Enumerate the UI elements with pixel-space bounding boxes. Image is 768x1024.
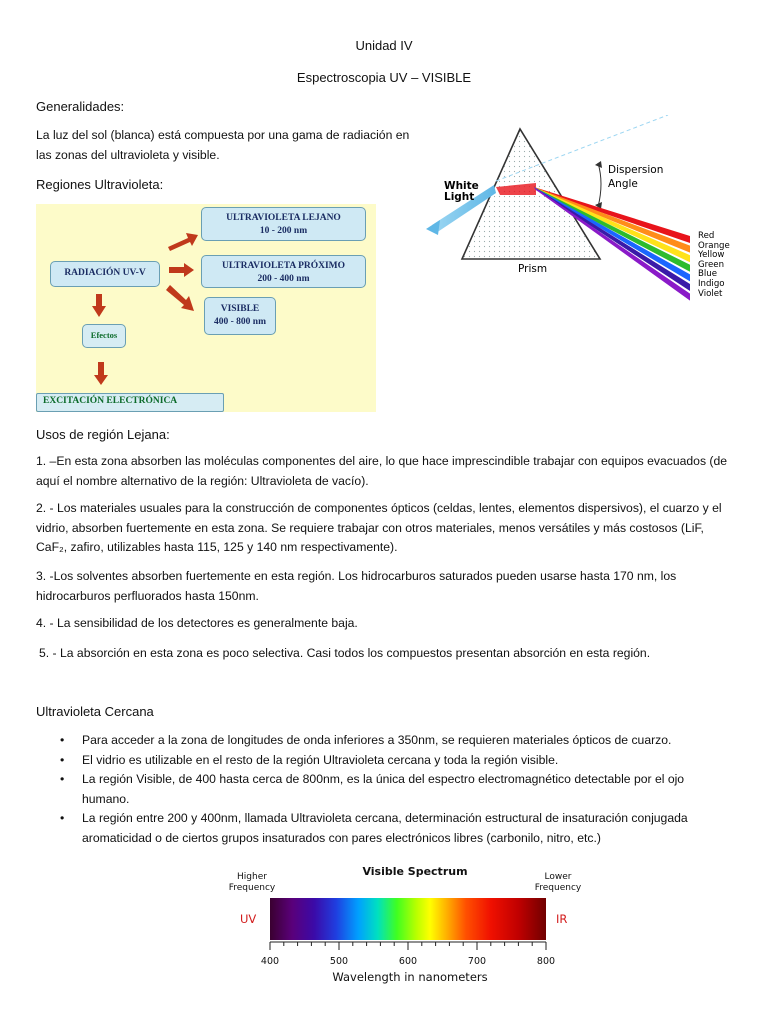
visible-label: VISIBLE [220, 304, 260, 314]
near-uv-label: ULTRAVIOLETA PRÓXIMO [221, 261, 346, 271]
tick-label: 500 [329, 956, 349, 967]
list-item: • La región Visible, de 400 hasta cerca de 800nm, es la única del espectro electromagnético detectable por el ojo humano. [36, 770, 726, 809]
regiones-heading: Regiones Ultravioleta: [36, 177, 164, 192]
visible-range: 400 - 800 nm [214, 317, 266, 327]
usos-heading: Usos de región Lejana: [36, 427, 170, 442]
list-item: • La región entre 200 y 400nm, llamada Ultravioleta cercana, determinación estructural de insaturación conjugada aromaticidad o de ciertos grupos insaturados con pares electrónicos libres (carbonilo, nitro, etc.) [36, 809, 726, 848]
list-item: • El vidrio es utilizable en el resto de la región Ultravioleta cercana y toda la región visible. [36, 751, 726, 771]
arrow-to-near-uv [169, 263, 194, 277]
arrow-down-2 [94, 362, 108, 385]
list-item: • Para acceder a la zona de longitudes de onda inferiores a 350nm, se requieren materiales ópticos de cuarzo. [36, 731, 726, 751]
arrow-to-far-uv [168, 233, 198, 251]
spectrum-color-labels [698, 232, 748, 299]
cercana-list [36, 731, 726, 848]
diagram-arrows [36, 204, 376, 412]
usos-item-3: 3. -Los solventes absorben fuertemente en esta región. Los hidrocarburos saturados pueden usarse hasta 170 nm, los hidrocarburos perfluorados hasta 150nm. [36, 569, 677, 603]
near-uv-range: 200 - 400 nm [257, 274, 310, 284]
color-label-blue: Blue [698, 269, 718, 280]
tick-label: 400 [260, 956, 280, 967]
usos-item-1: 1. –En esta zona absorben las moléculas componentes del aire, lo que hace imprescindible trabajar con equipos evacuados (de aquí el nombre alternativo de la región: Ultravioleta de vacío). [36, 454, 728, 488]
color-label-green: Green [698, 259, 725, 270]
usos-item-4: 4. - La sensibilidad de los detectores es generalmente baja. [36, 616, 358, 630]
spectrum-bar [270, 898, 546, 940]
efectos-box: Efectos [82, 324, 126, 348]
uv-label: UV [240, 912, 257, 926]
spectrum-title: Visible Spectrum [362, 865, 468, 878]
lower-frequency-label: Lower Frequency [534, 872, 582, 893]
generalidades-heading: Generalidades: [36, 99, 125, 114]
tick-label: 600 [398, 956, 418, 967]
page-title: Unidad IV [355, 38, 413, 53]
spectrum-xlabel: Wavelength in nanometers [332, 970, 488, 984]
usos-item-5: 5. - La absorción en esta zona es poco selectiva. Casi todos los compuestos presentan absorción en esta región. [39, 646, 651, 660]
prism-label: Prism [518, 263, 548, 275]
color-label-indigo: Indigo [698, 278, 725, 289]
color-label-yellow: Yellow [698, 250, 725, 261]
spectrum-tick-labels [220, 956, 600, 968]
regiones-diagram [36, 204, 376, 412]
cercana-heading: Ultravioleta Cercana [36, 704, 154, 719]
ir-label: IR [556, 912, 568, 926]
visible-spectrum-figure [220, 860, 600, 990]
far-uv-label: ULTRAVIOLETA LEJANO [226, 213, 341, 223]
color-label-red: Red [698, 231, 715, 241]
arrow-to-visible [166, 285, 194, 311]
dispersion-angle-label: Dispersion Angle [608, 164, 664, 190]
spectrum-axis [265, 940, 555, 954]
arrow-down-1 [92, 294, 106, 317]
page-subtitle: Espectroscopia UV – VISIBLE [296, 70, 472, 85]
tick-label: 800 [536, 956, 556, 967]
dispersion-angle-arc [598, 163, 601, 207]
generalidades-text: La luz del sol (blanca) está compuesta por una gama de radiación en las zonas del ultravioleta y visible. [36, 128, 410, 162]
excitacion-box: EXCITACIÓN ELECTRÓNICA [36, 393, 224, 412]
prism-figure [418, 115, 748, 305]
color-label-orange: Orange [698, 240, 730, 251]
color-label-violet: Violet [698, 288, 723, 299]
far-uv-range: 10 - 200 nm [259, 226, 308, 236]
usos-item-2: 2. - Los materiales usuales para la construcción de componentes ópticos (celdas, lentes, elementos dispersivos), el cuarzo y el vidrio, absorben fuertemente en esta zona. Se requiere trabajar con otros materiales, menos versátiles y más costosos (LiF, CaF₂, zafiro, utilizables hasta 115, 125 y 140 nm respectivamente). [36, 501, 722, 554]
white-light-label: White Light [444, 180, 479, 203]
radiacion-box: RADIACIÓN UV-V [50, 261, 160, 287]
tick-label: 700 [467, 956, 487, 967]
higher-frequency-label: Higher Frequency [228, 872, 276, 893]
